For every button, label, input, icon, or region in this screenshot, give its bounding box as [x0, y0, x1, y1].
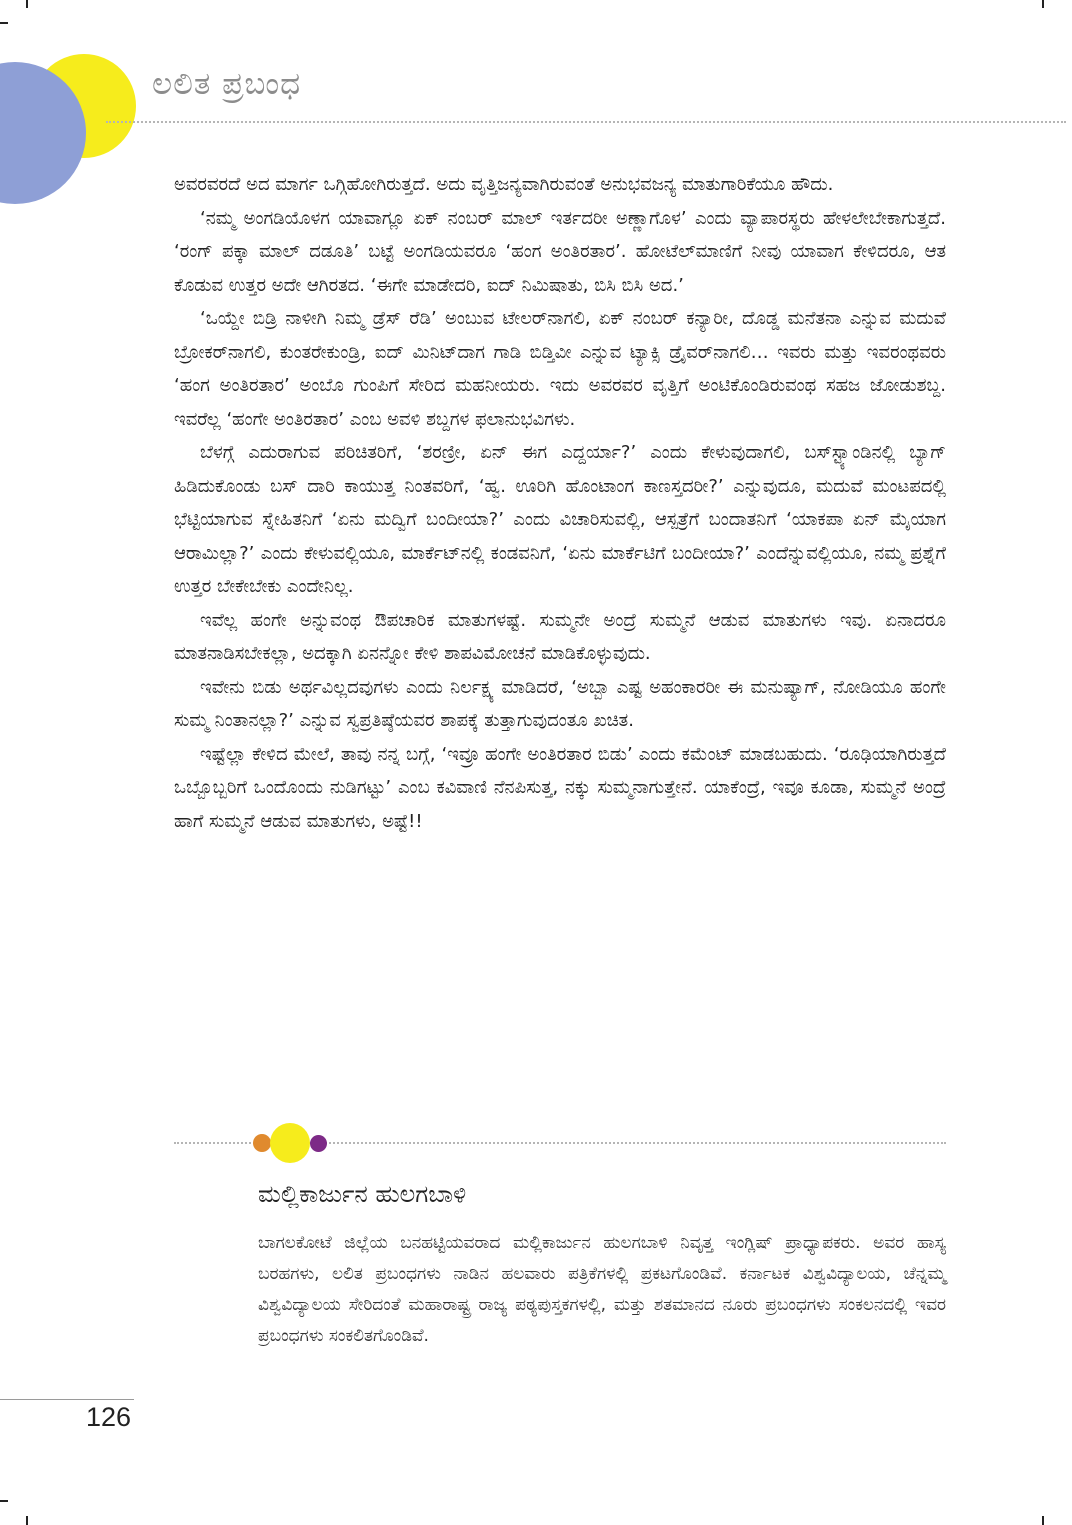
divider-dot-orange [253, 1134, 271, 1152]
paragraph: ಇವೆಲ್ಲ ಹಂಗೇ ಅನ್ನುವಂಥ ಔಪಚಾರಿಕ ಮಾತುಗಳಷ್ಟೆ. ಸುಮ್ಮನೇ ಅಂದ್ರೆ ಸುಮ್ಮನೆ ಆಡುವ ಮಾತುಗಳು ಇವು. ಏನಾದರೂ ಮಾತನಾಡಿಸಬೇಕಲ್ಲಾ, ಅದಕ್ಕಾಗಿ ಏನನ್ನೋ ಕೇಳಿ ಶಾಪವಿಮೋಚನೆ ಮಾಡಿಕೊಳ್ಳುವುದು. [174, 609, 946, 664]
divider-dot-yellow [270, 1123, 310, 1163]
footer-rule [0, 1399, 134, 1400]
header-divider [106, 121, 1066, 123]
crop-mark [26, 0, 28, 8]
page-header-title: ಲಲಿತ ಪ್ರಬಂಧ [152, 66, 302, 102]
author-name: ಮಲ್ಲಿಕಾರ್ಜುನ ಹುಲಗಬಾಳಿ [258, 1180, 467, 1208]
crop-mark [0, 22, 8, 24]
paragraph: ಬೆಳಗ್ಗೆ ಎದುರಾಗುವ ಪರಿಚಿತರಿಗೆ, ‘ಶರಣ್ರೀ, ಏನ್ ಈಗ ಎದ್ದರ್ಯಾ?’ ಎಂದು ಕೇಳುವುದಾಗಲಿ, ಬಸ್‌ಸ್ಟ್ಯಾಂಡಿನಲ್ಲಿ ಬ್ಯಾಗ್ ಹಿಡಿದುಕೊಂಡು ಬಸ್ ದಾರಿ ಕಾಯುತ್ತ ನಿಂತವರಿಗೆ, ‘ಹ್ವ. ಊರಿಗಿ ಹೊಂಟಾಂಗ ಕಾಣಸ್ತದರೀ?’ ಎನ್ನುವುದೂ, ಮದುವೆ ಮಂಟಪದಲ್ಲಿ ಭೆಟ್ಟಿಯಾಗುವ ಸ್ನೇಹಿತನಿಗೆ ‘ಏನು ಮದ್ವಿಗೆ ಬಂದೀಯಾ?’ ಎಂದು ವಿಚಾರಿಸುವಲ್ಲಿ, ಆಸ್ಪತ್ರೆಗೆ ಬಂದಾತನಿಗೆ ‘ಯಾಕಪಾ ಏನ್ ಮೈಯಾಗ ಆರಾಮಿಲ್ಲಾ?’ ಎಂದು ಕೇಳುವಲ್ಲಿಯೂ, ಮಾರ್ಕೆಟ್‌ನಲ್ಲಿ ಕಂಡವನಿಗೆ, ‘ಏನು ಮಾರ್ಕೆಟಿಗೆ ಬಂದೀಯಾ?’ ಎಂದೆನ್ನುವಲ್ಲಿಯೂ, ನಮ್ಮ ಪ್ರಶ್ನೆಗೆ ಉತ್ತರ ಬೇಕೇಬೇಕು ಎಂದೇನಿಲ್ಲ. [174, 442, 946, 597]
author-bio: ಬಾಗಲಕೋಟೆ ಜಿಲ್ಲೆಯ ಬನಹಟ್ಟಿಯವರಾದ ಮಲ್ಲಿಕಾರ್ಜುನ ಹುಲಗಬಾಳಿ ನಿವೃತ್ತ ಇಂಗ್ಲಿಷ್ ಪ್ರಾಧ್ಯಾಪಕರು. ಅವರ ಹಾಸ್ಯ ಬರಹಗಳು, ಲಲಿತ ಪ್ರಬಂಧಗಳು ನಾಡಿನ ಹಲವಾರು ಪತ್ರಿಕೆಗಳಲ್ಲಿ ಪ್ರಕಟಗೊಂಡಿವೆ. ಕರ್ನಾಟಕ ವಿಶ್ವವಿದ್ಯಾಲಯ, ಚೆನ್ನಮ್ಮ ವಿಶ್ವವಿದ್ಯಾಲಯ ಸೇರಿದಂತೆ ಮಹಾರಾಷ್ಟ್ರ ರಾಜ್ಯ ಪಠ್ಯಪುಸ್ತಕಗಳಲ್ಲಿ, ಮತ್ತು ಶತಮಾನದ ನೂರು ಪ್ರಬಂಧಗಳು ಸಂಕಲನದಲ್ಲಿ ಇವರ ಪ್ರಬಂಧಗಳು ಸಂಕಲಿತಗೊಂಡಿವೆ. [258, 1233, 946, 1346]
paragraph: ಇವೇನು ಬಿಡು ಅರ್ಥವಿಲ್ಲದವುಗಳು ಎಂದು ನಿರ್ಲಕ್ಷ್ಯ ಮಾಡಿದರೆ, ‘ಅಬ್ಬಾ ಎಷ್ಟ ಅಹಂಕಾರರೀ ಈ ಮನುಷ್ಯಾಗ್, ನೋಡಿಯೂ ಹಂಗೇ ಸುಮ್ಮ ನಿಂತಾನಲ್ಲಾ?’ ಎನ್ನುವ ಸ್ವಪ್ರತಿಷ್ಠೆಯವರ ಶಾಪಕ್ಕೆ ತುತ್ತಾಗುವುದಂತೂ ಖಚಿತ. [174, 676, 946, 731]
divider-dot-purple [310, 1135, 327, 1152]
paragraph: ‘ನಮ್ಮ ಅಂಗಡಿಯೊಳಗ ಯಾವಾಗ್ಲೂ ಏಕ್ ನಂಬರ್ ಮಾಲ್ ಇರ್ತದರೀ ಅಣ್ಣಾಗೊಳ’ ಎಂದು ವ್ಯಾಪಾರಸ್ಥರು ಹೇಳಲೇಬೇಕಾಗುತ್ತದೆ. ‘ರಂಗ್ ಪಕ್ಕಾ ಮಾಲ್ ದಡೂತಿ’ ಬಟ್ಟೆ ಅಂಗಡಿಯವರೂ ‘ಹಂಗ ಅಂತಿರತಾರ’. ಹೋಟೆಲ್‌ಮಾಣಿಗೆ ನೀವು ಯಾವಾಗ ಕೇಳಿದರೂ, ಆತ ಕೊಡುವ ಉತ್ತರ ಅದೇ ಆಗಿರತದ. ‘ಈಗೇ ಮಾಡೇದರಿ, ಐದ್ ನಿಮಿಷಾತು, ಬಿಸಿ ಬಿಸಿ ಅದ.’ [174, 207, 946, 296]
crop-mark [26, 1516, 28, 1525]
article-body [174, 168, 946, 838]
crop-mark [0, 1500, 8, 1502]
page-number: 126 [86, 1402, 132, 1432]
paragraph: ಇಷ್ಟೆಲ್ಲಾ ಕೇಳಿದ ಮೇಲೆ, ತಾವು ನನ್ನ ಬಗ್ಗೆ, ‘ಇವ್ರೂ ಹಂಗೇ ಅಂತಿರತಾರ ಬಿಡು’ ಎಂದು ಕಮೆಂಟ್ ಮಾಡಬಹುದು. ‘ರೂಢಿಯಾಗಿರುತ್ತದೆ ಒಬ್ಬೊಬ್ಬರಿಗೆ ಒಂದೊಂದು ನುಡಿಗಟ್ಟು’ ಎಂಬ ಕವಿವಾಣಿ ನೆನಪಿಸುತ್ತ, ನಕ್ಕು ಸುಮ್ಮನಾಗುತ್ತೇನೆ. ಯಾಕೆಂದ್ರೆ, ಇವೂ ಕೂಡಾ, ಸುಮ್ಮನೆ ಅಂದ್ರೆ ಹಾಗೆ ಸುಮ್ಮನೆ ಆಡುವ ಮಾತುಗಳು, ಅಷ್ಟೆ!! [174, 743, 946, 832]
paragraph: ‘ಒಯ್ದೇ ಬಿಡ್ರಿ ನಾಳೀಗಿ ನಿಮ್ಮ ಡ್ರೆಸ್ ರೆಡಿ’ ಅಂಬುವ ಟೇಲರ್‌ನಾಗಲಿ, ಏಕ್ ನಂಬರ್ ಕನ್ಯಾರೀ, ದೊಡ್ಡ ಮನೆತನಾ ಎನ್ನುವ ಮದುವೆ ಬ್ರೋಕರ್‌ನಾಗಲಿ, ಕುಂತರೇಕುಂಡ್ರಿ, ಐದ್ ಮಿನಿಟ್‌ದಾಗ ಗಾಡಿ ಬಿಡ್ತಿವೀ ಎನ್ನುವ ಟ್ಯಾಕ್ಸಿ ಡ್ರೈವರ್‌ನಾಗಲಿ… ಇವರು ಮತ್ತು ಇವರಂಥವರು ‘ಹಂಗ ಅಂತಿರತಾರ’ ಅಂಬೊ ಗುಂಪಿಗೆ ಸೇರಿದ ಮಹನೀಯರು. ಇದು ಅವರವರ ವೃತ್ತಿಗೆ ಅಂಟಿಕೊಂಡಿರುವಂಥ ಸಹಜ ಜೋಡುಶಬ್ದ. ಇವರೆಲ್ಲ ‘ಹಂಗೇ ಅಂತಿರತಾರ’ ಎಂಬ ಅವಳಿ ಶಬ್ದಗಳ ಫಲಾನುಭವಿಗಳು. [174, 308, 946, 430]
crop-mark [1042, 0, 1044, 8]
crop-mark [1042, 1516, 1044, 1525]
paragraph: ಅವರವರದೆ ಅದ ಮಾರ್ಗ ಒಗ್ಗಿಹೋಗಿರುತ್ತದೆ. ಅದು ವೃತ್ತಿಜನ್ಯವಾಗಿರುವಂತೆ ಅನುಭವಜನ್ಯ ಮಾತುಗಾರಿಕೆಯೂ ಹೌದು. [174, 174, 834, 195]
